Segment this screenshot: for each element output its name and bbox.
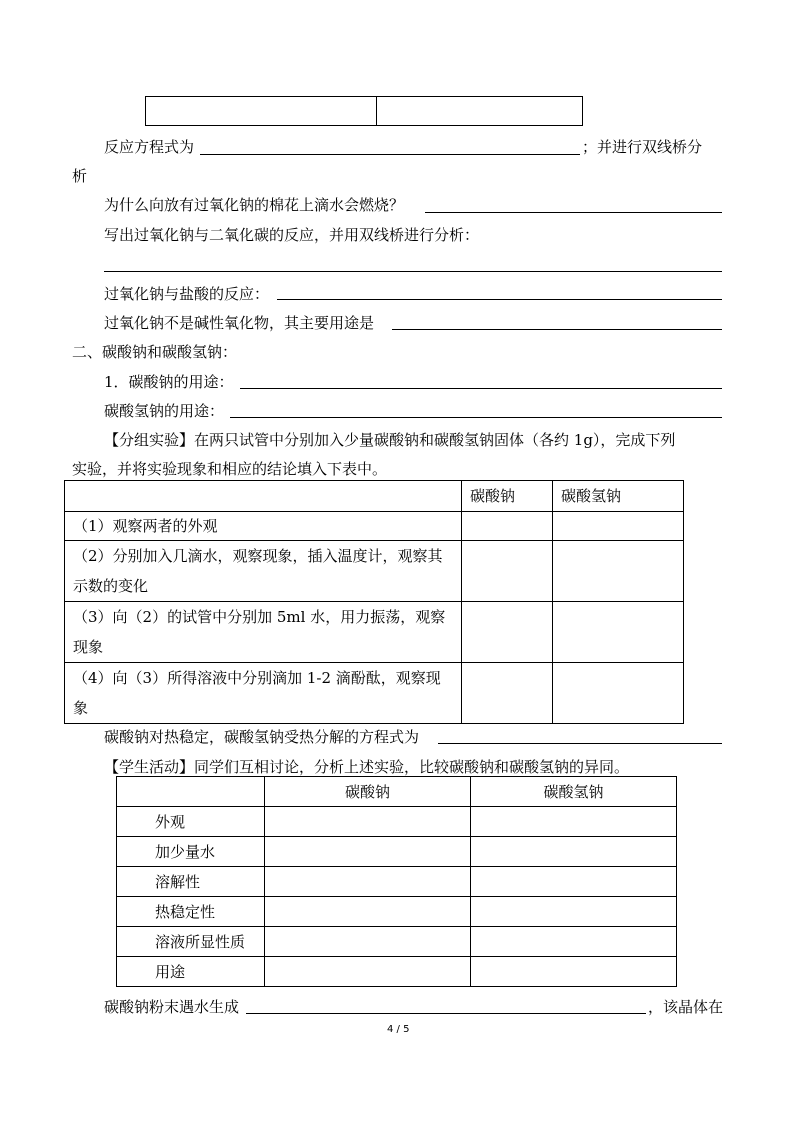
table-cell bbox=[462, 663, 553, 724]
table-header: 碳酸氢钠 bbox=[553, 481, 684, 512]
answer-blank bbox=[200, 154, 580, 155]
table-header bbox=[117, 777, 265, 807]
table-cell bbox=[553, 541, 684, 602]
answer-blank bbox=[392, 329, 722, 330]
text-line: 析 bbox=[72, 167, 88, 185]
answer-blank bbox=[277, 299, 722, 300]
answer-blank bbox=[240, 388, 722, 389]
page-number: 4 / 5 bbox=[387, 1024, 410, 1035]
table-cell bbox=[265, 837, 471, 867]
table-cell bbox=[462, 602, 553, 663]
answer-blank bbox=[425, 212, 722, 213]
text-line: 碳酸钠粉末遇水生成 bbox=[104, 998, 240, 1016]
comparison-table bbox=[116, 776, 677, 987]
answer-blank bbox=[246, 1013, 646, 1014]
table-cell bbox=[462, 512, 553, 541]
table-row-label: （2）分别加入几滴水，观察现象，插入温度计，观察其示数的变化 bbox=[65, 541, 462, 602]
table-cell bbox=[471, 807, 677, 837]
table-row-label: 热稳定性 bbox=[117, 897, 265, 927]
top-partial-table bbox=[145, 96, 583, 126]
text-line: 碳酸氢钠的用途： bbox=[104, 402, 225, 420]
text-line: 反应方程式为 bbox=[104, 138, 195, 156]
text-line: 过氧化钠不是碱性氧化物，其主要用途是 bbox=[104, 314, 375, 332]
text-line: 写出过氧化钠与二氧化碳的反应，并用双线桥进行分析： bbox=[104, 226, 480, 244]
section-heading: 二、碳酸钠和碳酸氢钠： bbox=[72, 343, 238, 361]
table-cell bbox=[146, 97, 377, 126]
table-row-label: （1）观察两者的外观 bbox=[65, 512, 462, 541]
text-line: 【学生活动】同学们互相讨论，分析上述实验，比较碳酸钠和碳酸氢钠的异同。 bbox=[104, 758, 630, 776]
answer-blank bbox=[438, 743, 722, 744]
table-cell bbox=[471, 837, 677, 867]
answer-blank bbox=[230, 417, 722, 418]
table-row-label: 溶液所显性质 bbox=[117, 927, 265, 957]
table-header bbox=[65, 481, 462, 512]
table-cell bbox=[471, 927, 677, 957]
text-line: 过氧化钠与盐酸的反应： bbox=[104, 285, 270, 303]
text-line: ；并进行双线桥分 bbox=[582, 138, 703, 156]
table-cell bbox=[553, 602, 684, 663]
table-cell bbox=[471, 867, 677, 897]
table-cell bbox=[265, 867, 471, 897]
table-header: 碳酸钠 bbox=[265, 777, 471, 807]
table-cell bbox=[265, 927, 471, 957]
table-cell bbox=[265, 897, 471, 927]
table-cell bbox=[377, 97, 583, 126]
table-header: 碳酸钠 bbox=[462, 481, 553, 512]
text-line: ，该晶体在 bbox=[648, 998, 724, 1016]
table-cell bbox=[553, 663, 684, 724]
text-line: 为什么向放有过氧化钠的棉花上滴水会燃烧？ bbox=[104, 196, 405, 214]
text-line: 实验，并将实验现象和相应的结论填入下表中。 bbox=[72, 460, 388, 478]
table-header: 碳酸氢钠 bbox=[471, 777, 677, 807]
table-cell bbox=[462, 541, 553, 602]
text-line: 1．碳酸钠的用途： bbox=[104, 373, 234, 391]
table-row-label: 加少量水 bbox=[117, 837, 265, 867]
table-cell bbox=[265, 807, 471, 837]
text-line: 【分组实验】在两只试管中分别加入少量碳酸钠和碳酸氢钠固体（各约 1g），完成下列 bbox=[104, 431, 676, 449]
table-cell bbox=[471, 897, 677, 927]
table-cell bbox=[553, 512, 684, 541]
table-row-label: （3）向（2）的试管中分别加 5ml 水，用力振荡，观察现象 bbox=[65, 602, 462, 663]
answer-blank bbox=[104, 271, 722, 272]
experiment-table bbox=[64, 480, 684, 724]
table-cell bbox=[265, 957, 471, 987]
table-cell bbox=[471, 957, 677, 987]
table-row-label: 溶解性 bbox=[117, 867, 265, 897]
table-row-label: 用途 bbox=[117, 957, 265, 987]
table-row-label: 外观 bbox=[117, 807, 265, 837]
table-row-label: （4）向（3）所得溶液中分别滴加 1-2 滴酚酞，观察现象 bbox=[65, 663, 462, 724]
text-line: 碳酸钠对热稳定，碳酸氢钠受热分解的方程式为 bbox=[104, 728, 420, 746]
